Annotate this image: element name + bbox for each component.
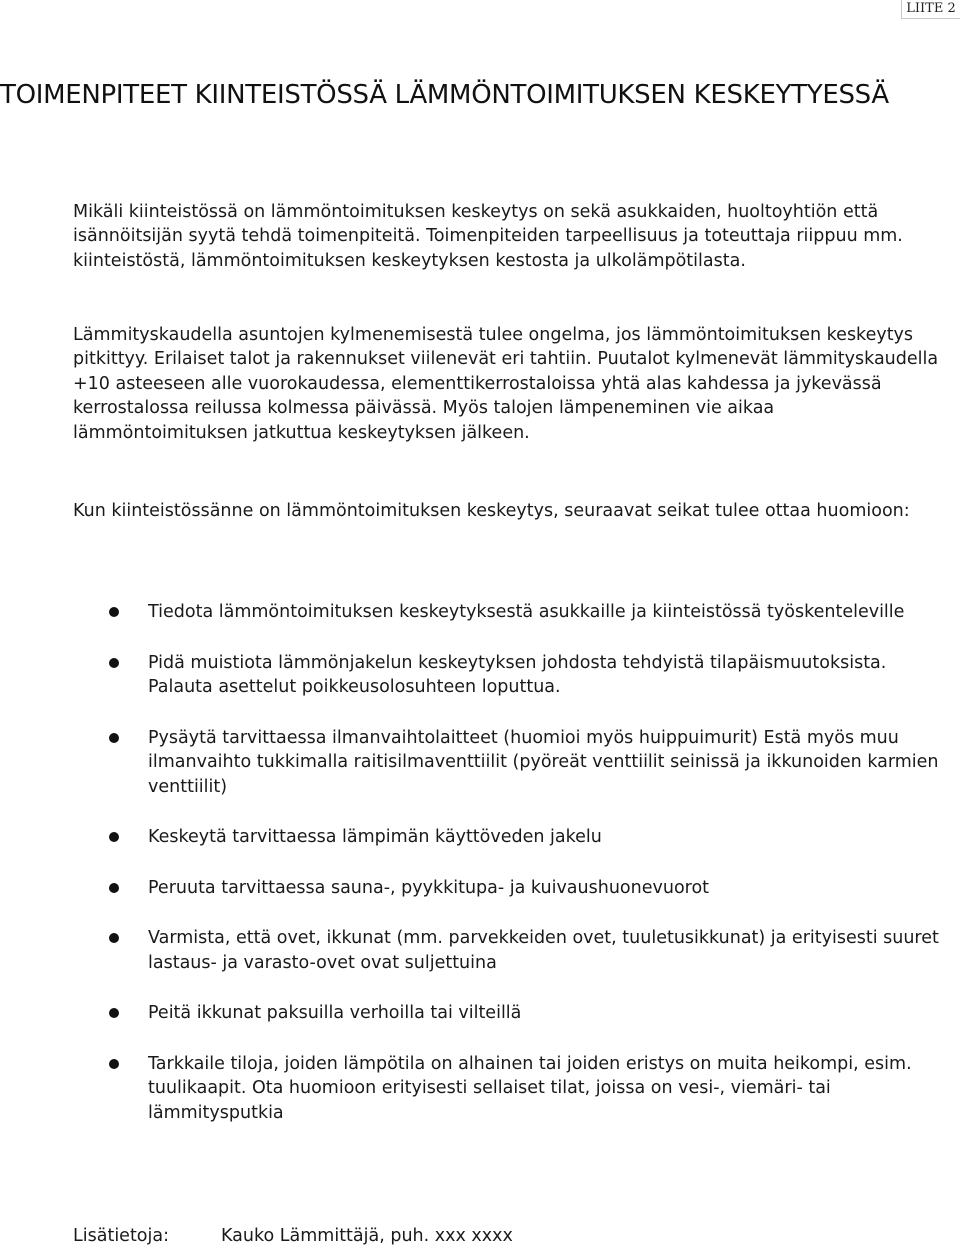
intro-paragraph: Mikäli kiinteistössä on lämmöntoimituksen keskeytys on sekä asukkaiden, huoltoyhtiön että isännöitsijän syytä tehdä toimenpiteitä. Toimenpiteiden tarpeellisuus ja toteuttaja riippuu mm. kiinteistöstä, lämmöntoimituksen keskeytyksen kestosta ja ulkolämpötilasta. (73, 202, 903, 271)
list-item-text: Pysäytä tarvittaessa ilmanvaihtolaitteet (huomioi myös huippuimurit) Estä myös muu ilmanvaihto tukkimalla raitisilmaventtiilit (pyöreät venttiilit seinissä ja ikkunoiden karmien venttiilit) (148, 727, 939, 797)
list-item-text: Keskeytä tarvittaessa lämpimän käyttöveden jakelu (148, 827, 602, 847)
action-list (0, 600, 960, 1125)
list-item (0, 926, 960, 975)
page-label: LIITE 2 (901, 0, 960, 19)
bullet-icon (109, 883, 119, 893)
bullet-icon (109, 1008, 119, 1018)
contact-info (73, 1224, 513, 1248)
list-item-text: Varmista, että ovet, ikkunat (mm. parvekkeiden ovet, tuuletusikkunat) ja erityisesti suuret lastaus- ja varasto-ovet ovat suljettuina (148, 928, 939, 973)
heating-season-paragraph: Lämmityskaudella asuntojen kylmenemisestä tulee ongelma, jos lämmöntoimituksen keskeytys pitkittyy. Erilaiset talot ja rakennukset viilenevät eri tahtiin. Puutalot kylmenevät lämmityskaudella +10 asteeseen alle vuorokaudessa, elementtikerrostaloissa yhtä alas kahdessa ja jykevässä kerrostalossa reilussa kolmessa päivässä. Myös talojen lämpeneminen vie aikaa lämmöntoimituksen jatkuttua keskeytyksen jälkeen. (73, 325, 939, 443)
contact-value: Kauko Lämmittäjä, puh. xxx xxxx (221, 1226, 513, 1246)
list-item (0, 825, 960, 850)
list-item (0, 1001, 960, 1026)
bullet-icon (109, 658, 119, 668)
list-item (0, 600, 960, 625)
list-item (0, 1052, 960, 1126)
contact-label: Lisätietoja: (73, 1226, 169, 1246)
bullet-icon (109, 607, 119, 617)
bullet-icon (109, 832, 119, 842)
list-item (0, 651, 960, 700)
list-item-text: Tarkkaile tiloja, joiden lämpötila on alhainen tai joiden eristys on muita heikompi, esim. tuulikaapit. Ota huomioon erityisesti sellaiset tilat, joissa on vesi-, viemäri- tai lämmitysputkia (148, 1053, 912, 1123)
list-item-text: Peruuta tarvittaessa sauna-, pyykkitupa- ja kuivaushuonevuorot (148, 877, 710, 898)
bullet-icon (109, 733, 119, 743)
considerations-paragraph: Kun kiinteistössänne on lämmöntoimituksen keskeytys, seuraavat seikat tulee ottaa huomioon: (73, 501, 910, 521)
bullet-icon (109, 933, 119, 943)
bullet-icon (109, 1059, 119, 1069)
list-item (0, 876, 960, 901)
list-item-text: Pidä muistiota lämmönjakelun keskeytyksen johdosta tehdyistä tilapäismuutoksista. Palauta asettelut poikkeusolosuhteen loputtua. (148, 652, 887, 697)
page-title: TOIMENPITEET KIINTEISTÖSSÄ LÄMMÖNTOIMITUKSEN KESKEYTYESSÄ (0, 80, 889, 110)
list-item-text: Tiedota lämmöntoimituksen keskeytyksestä asukkaille ja kiinteistössä työskenteleville (148, 602, 905, 622)
list-item (0, 726, 960, 800)
list-item-text: Peitä ikkunat paksuilla verhoilla tai vilteillä (148, 1003, 522, 1023)
